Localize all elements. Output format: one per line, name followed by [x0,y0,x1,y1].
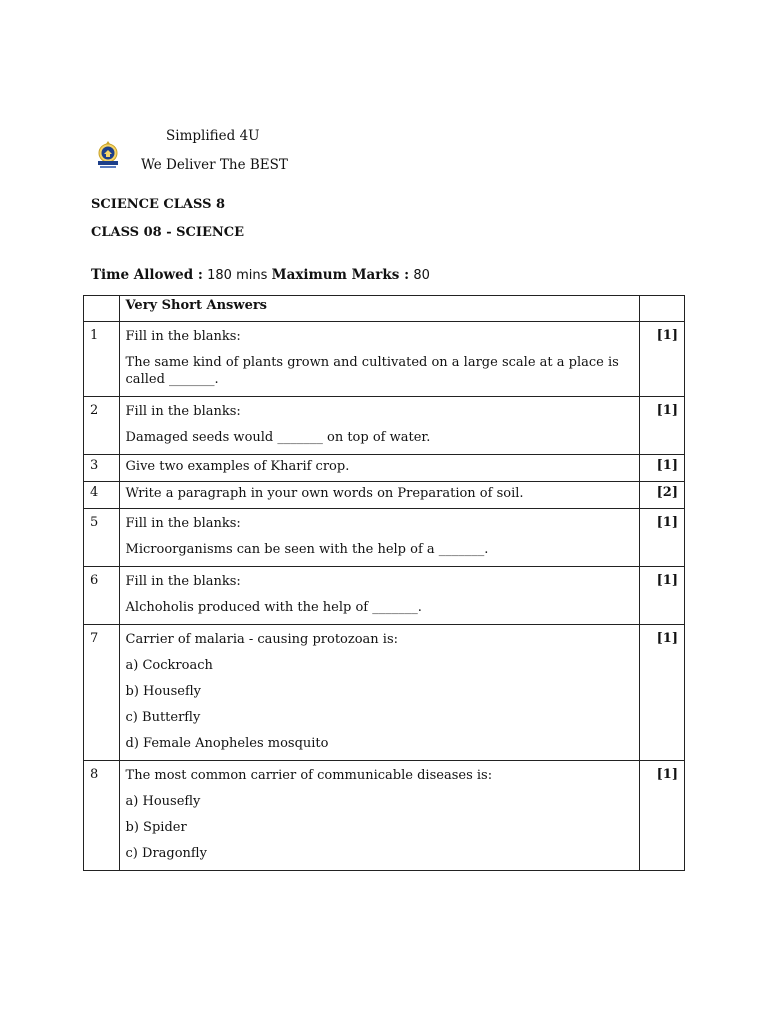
marks-value: 80 [413,268,430,283]
marks-label: Maximum Marks : [271,267,410,283]
question-prompt: Fill in the blanks: [125,516,241,531]
question-line: Microorganisms can be seen with the help of a _______. [125,542,489,557]
question-marks: [1] [639,322,684,397]
question-prompt: Fill in the blanks: [125,404,241,419]
question-row [84,509,685,567]
question-marks: [1] [639,625,684,761]
exam-meta [91,267,430,283]
question-marks: [1] [639,397,684,455]
question-row [84,567,685,625]
question-row [84,625,685,761]
question-line: The same kind of plants grown and cultivated on a large scale at a place is called _______. [125,355,619,387]
question-marks: [1] [639,509,684,567]
question-marks: [2] [639,482,684,509]
question-prompt: The most common carrier of communicable diseases is: [125,768,493,783]
question-line: d) Female Anopheles mosquito [125,736,329,751]
question-marks: [1] [639,455,684,482]
question-line: c) Dragonfly [125,846,207,861]
question-row [84,322,685,397]
question-line: a) Housefly [125,794,201,809]
question-number: 6 [84,567,120,625]
question-text [119,567,639,625]
section-title: Very Short Answers [119,296,639,322]
question-text [119,482,639,509]
question-text [119,761,639,871]
question-text [119,322,639,397]
question-prompt: Write a paragraph in your own words on Preparation of soil. [125,486,524,501]
time-value: 180 mins [207,268,268,283]
question-line: b) Spider [125,820,187,835]
question-number: 7 [84,625,120,761]
question-text [119,455,639,482]
question-marks: [1] [639,567,684,625]
question-prompt: Give two examples of Kharif crop. [125,459,350,474]
question-text [119,397,639,455]
subject-title: SCIENCE CLASS 8 [91,197,226,212]
section-header-row [84,296,685,322]
question-table [83,295,685,871]
question-number: 5 [84,509,120,567]
question-text [119,509,639,567]
time-label: Time Allowed : [91,267,203,283]
question-prompt: Carrier of malaria - causing protozoan is: [125,632,399,647]
question-prompt: Fill in the blanks: [125,329,241,344]
question-row [84,397,685,455]
brand-name: Simplified 4U [166,128,260,144]
question-prompt: Fill in the blanks: [125,574,241,589]
question-line: Alchoholis produced with the help of _______. [125,600,422,615]
question-line: c) Butterfly [125,710,201,725]
brand-tagline: We Deliver The BEST [141,157,288,173]
question-text [119,625,639,761]
question-marks: [1] [639,761,684,871]
question-row [84,761,685,871]
question-line: Damaged seeds would _______ on top of water. [125,430,431,445]
question-number: 8 [84,761,120,871]
question-number: 3 [84,455,120,482]
class-title: CLASS 08 - SCIENCE [91,225,244,240]
question-row [84,482,685,509]
question-number: 1 [84,322,120,397]
question-number: 4 [84,482,120,509]
question-number: 2 [84,397,120,455]
question-row [84,455,685,482]
question-line: a) Cockroach [125,658,213,673]
seal-logo-icon [96,140,120,170]
question-line: b) Housefly [125,684,201,699]
